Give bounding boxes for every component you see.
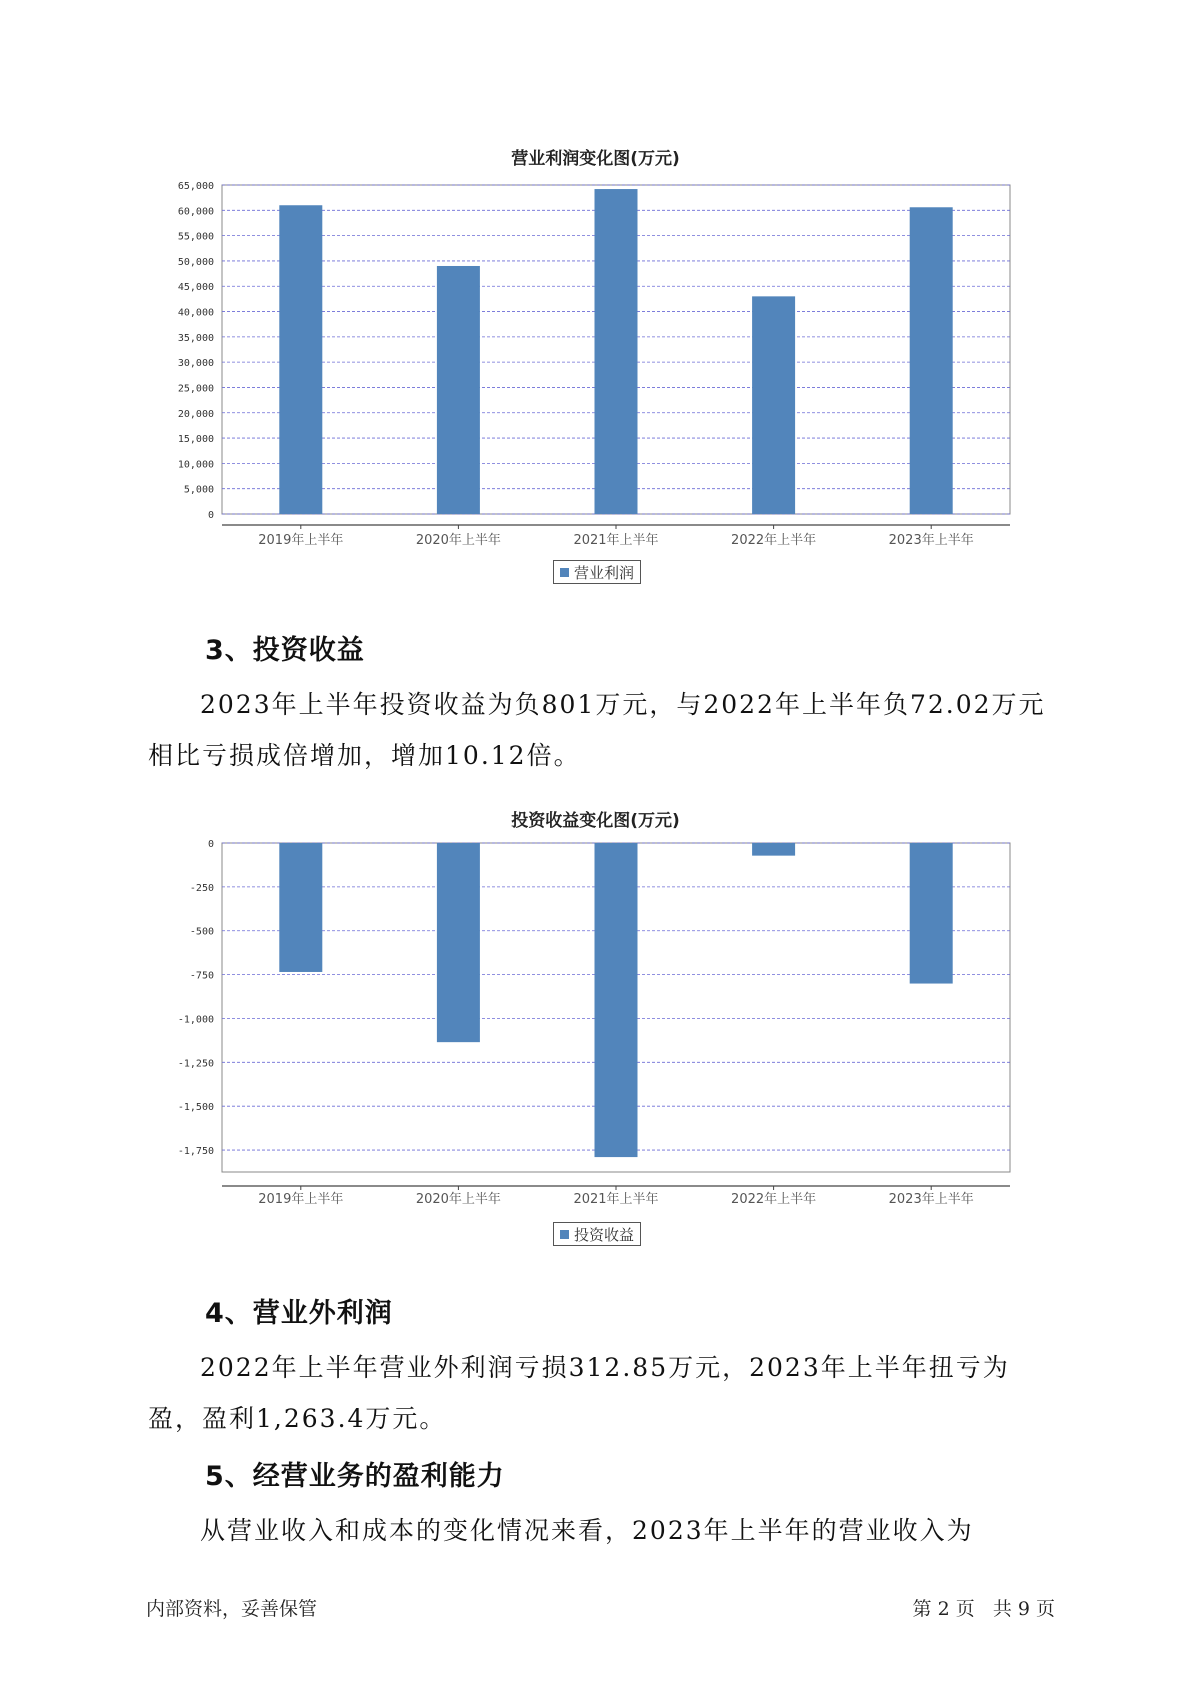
chart-title-investment-income: 投资收益变化图(万元) [511,811,680,831]
x-tick-label: 2021年上半年 [573,533,659,548]
x-tick-label: 2020年上半年 [415,533,501,548]
x-tick-label: 2023年上半年 [888,533,974,548]
y-tick-label: 45,000 [177,282,214,294]
bar [437,843,480,1042]
paragraph-non-operating: 2022年上半年营业外利润亏损312.85万元，2023年上半年扭亏为盈，盈利1,263.4万元。 [148,1353,1010,1433]
bar [752,843,795,856]
paragraph-profitability: 从营业收入和成本的变化情况来看，2023年上半年的营业收入为 [200,1516,974,1545]
bar [595,843,638,1157]
y-tick-label: -1,500 [177,1102,214,1114]
y-tick-label: 55,000 [177,231,214,243]
y-tick-label: 50,000 [177,256,214,268]
y-tick-label: 10,000 [177,459,214,471]
x-tick-label: 2019年上半年 [258,1192,344,1207]
y-tick-label: 40,000 [177,307,214,319]
bar [910,843,953,984]
chart-title-operating-profit: 营业利润变化图(万元) [511,149,680,169]
x-tick-label: 2019年上半年 [258,533,344,548]
y-tick-label: 60,000 [177,206,214,218]
y-tick-label: 0 [207,839,214,850]
y-tick-label: -750 [189,970,214,982]
y-tick-label: 5,000 [183,484,214,496]
x-tick-label: 2022年上半年 [731,533,817,548]
y-tick-label: -1,750 [177,1146,214,1158]
y-tick-label: 15,000 [177,434,214,446]
y-tick-label: 25,000 [177,383,214,395]
legend-swatch [560,1230,569,1239]
y-tick-label: 0 [207,510,214,521]
footer-page-number: 第 2 页 共 9 页 [912,1598,1055,1620]
legend-label: 投资收益 [574,1225,635,1244]
y-tick-label: -1,000 [177,1014,214,1026]
section-heading-non-operating: 4、营业外利润 [205,1298,393,1329]
y-tick-label: -500 [189,926,214,938]
y-tick-label: 30,000 [177,358,214,370]
y-tick-label: -1,250 [177,1058,214,1070]
paragraph-investment: 2023年上半年投资收益为负801万元，与2022年上半年负72.02万元相比亏损成倍增加，增加10.12倍。 [148,690,1046,770]
legend-label: 营业利润 [574,563,635,582]
y-tick-label: 20,000 [177,408,214,420]
legend-investment-income [553,1222,641,1246]
y-tick-label: 65,000 [177,181,214,192]
x-tick-label: 2021年上半年 [573,1192,659,1207]
x-tick-label: 2020年上半年 [415,1192,501,1207]
x-tick-label: 2022年上半年 [731,1192,817,1207]
y-tick-label: -250 [189,882,214,894]
footer-confidential-note: 内部资料，妥善保管 [146,1598,318,1620]
x-tick-label: 2023年上半年 [888,1192,974,1207]
y-tick-label: 35,000 [177,332,214,344]
section-heading-investment: 3、投资收益 [205,635,365,666]
bar [279,843,322,972]
section-heading-profitability: 5、经营业务的盈利能力 [205,1461,505,1492]
